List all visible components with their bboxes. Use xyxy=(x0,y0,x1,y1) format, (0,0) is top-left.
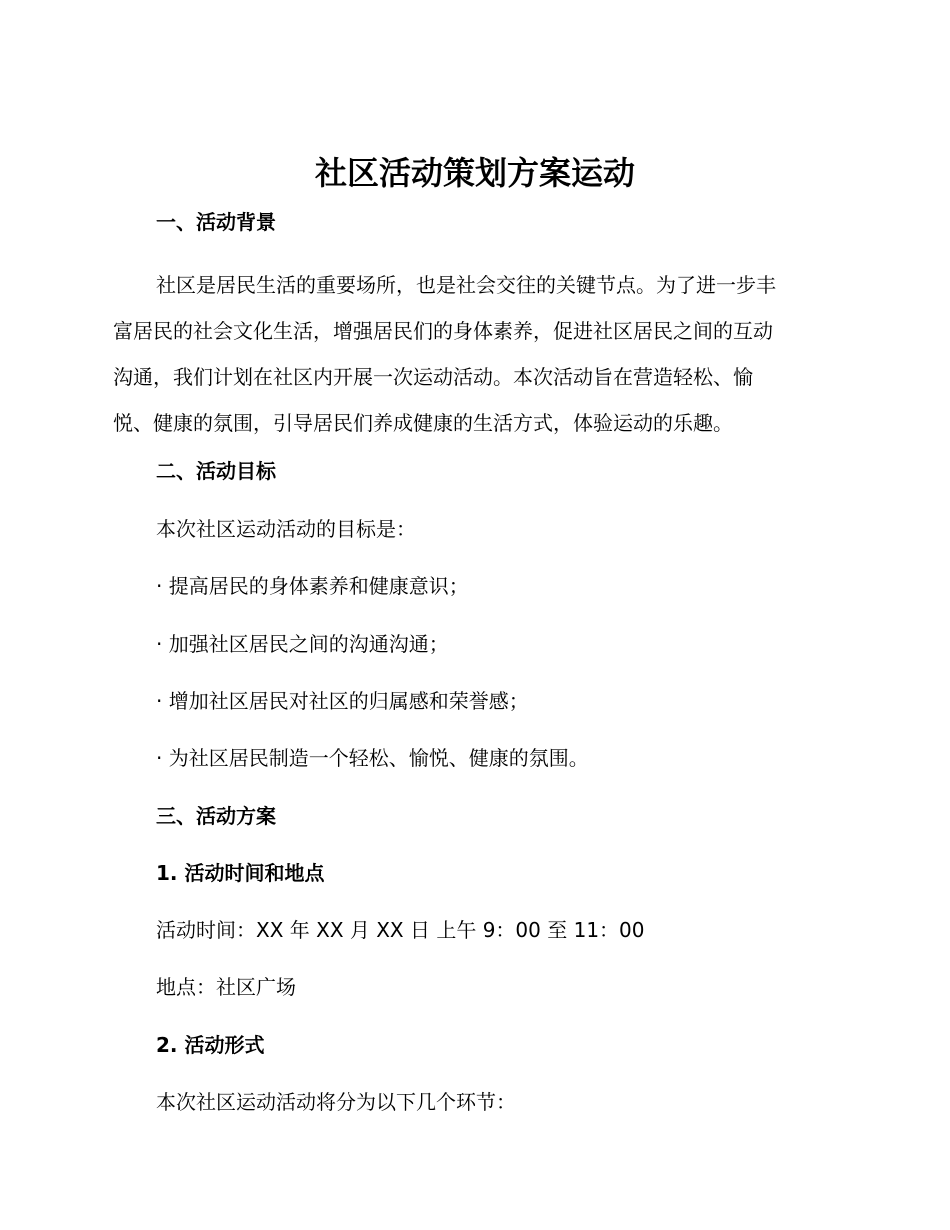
background-paragraph xyxy=(113,262,833,446)
activity-place: 地点：社区广场 xyxy=(156,975,296,999)
section-heading-plan: 三、活动方案 xyxy=(156,804,276,828)
section-heading-goals: 二、活动目标 xyxy=(156,459,276,483)
paragraph-line: 沟通，我们计划在社区内开展一次运动活动。本次活动旨在营造轻松、愉 xyxy=(113,365,753,389)
goal-list-item: · 增加社区居民对社区的归属感和荣誉感； xyxy=(156,689,529,713)
section-heading-background: 一、活动背景 xyxy=(156,210,276,234)
paragraph-line: 社区是居民生活的重要场所，也是社会交往的关键节点。为了进一步丰 xyxy=(156,273,776,297)
document-title: 社区活动策划方案运动 xyxy=(314,154,635,192)
paragraph-line: 富居民的社会文化生活，增强居民们的身体素养，促进社区居民之间的互动 xyxy=(113,319,773,343)
goal-list-item: · 为社区居民制造一个轻松、愉悦、健康的氛围。 xyxy=(156,746,589,770)
subsection-heading-time-place: 1. 活动时间和地点 xyxy=(156,861,325,885)
paragraph-line: 悦、健康的氛围，引导居民们养成健康的生活方式，体验运动的乐趣。 xyxy=(113,411,733,435)
goal-list-item: · 加强社区居民之间的沟通沟通； xyxy=(156,632,449,656)
format-intro: 本次社区运动活动将分为以下几个环节： xyxy=(156,1090,516,1114)
subsection-heading-format: 2. 活动形式 xyxy=(156,1033,265,1057)
activity-time: 活动时间：XX 年 XX 月 XX 日 上午 9：00 至 11：00 xyxy=(156,918,645,942)
goal-list-item: · 提高居民的身体素养和健康意识； xyxy=(156,574,469,598)
goals-intro: 本次社区运动活动的目标是： xyxy=(156,517,416,541)
